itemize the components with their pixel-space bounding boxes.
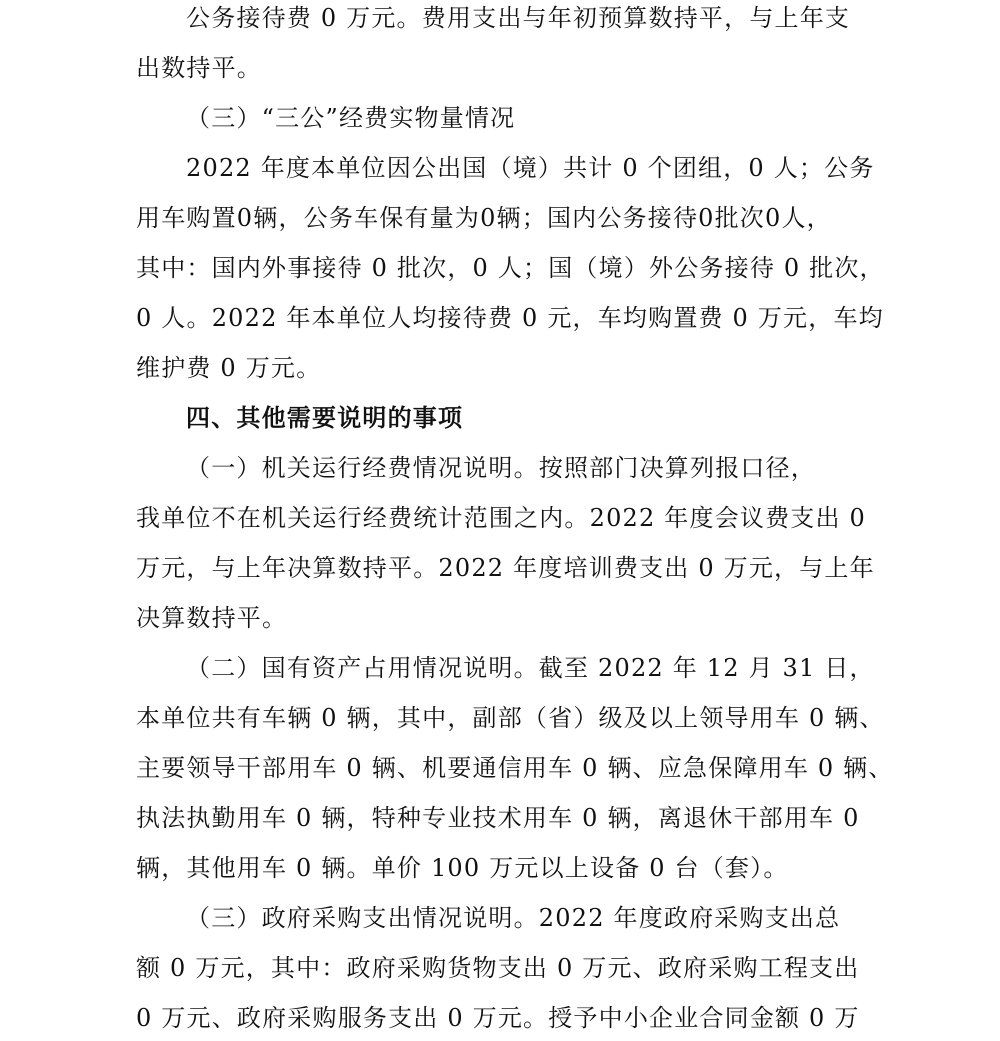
paragraph-line: 执法执勤用车 0 辆，特种专业技术用车 0 辆，离退休干部用车 0 (136, 804, 860, 832)
paragraph-line: （二）国有资产占用情况说明。截至 2022 年 12 月 31 日， (186, 654, 875, 682)
paragraph-line: 其中：国内外事接待 0 批次，0 人；国（境）外公务接待 0 批次， (136, 254, 885, 282)
paragraph-line: 出数持平。 (136, 54, 262, 82)
paragraph-line: 2022 年度本单位因公出国（境）共计 0 个团组，0 人；公务 (186, 154, 875, 182)
paragraph-line: 额 0 万元，其中：政府采购货物支出 0 万元、政府采购工程支出 (136, 954, 860, 982)
paragraph-line: （一）机关运行经费情况说明。按照部门决算列报口径， (186, 454, 816, 482)
paragraph-line: 辆，其他用车 0 辆。单价 100 万元以上设备 0 台（套）。 (136, 854, 789, 882)
paragraph-line: （三）政府采购支出情况说明。2022 年度政府采购支出总 (186, 904, 841, 932)
paragraph-line: 公务接待费 0 万元。费用支出与年初预算数持平，与上年支 (186, 4, 851, 32)
paragraph-line: 维护费 0 万元。 (136, 354, 322, 382)
paragraph-line: 本单位共有车辆 0 辆，其中，副部（省）级及以上领导用车 0 辆、 (136, 704, 885, 732)
paragraph-line: 0 万元、政府采购服务支出 0 万元。授予中小企业合同金额 0 万 (136, 1004, 860, 1032)
paragraph-line: 万元，与上年决算数持平。2022 年度培训费支出 0 万元，与上年 (136, 554, 875, 582)
paragraph-line: 用车购置0辆，公务车保有量为0辆；国内公务接待0批次0人， (136, 204, 832, 232)
paragraph-line: 0 人。2022 年本单位人均接待费 0 元，车均购置费 0 万元，车均 (136, 304, 884, 332)
paragraph-line: 主要领导干部用车 0 辆、机要通信用车 0 辆、应急保障用车 0 辆、 (136, 754, 894, 782)
paragraph-line: 我单位不在机关运行经费统计范围之内。2022 年度会议费支出 0 (136, 504, 867, 532)
paragraph-line: 决算数持平。 (136, 604, 288, 632)
section-heading: 四、其他需要说明的事项 (186, 403, 464, 432)
section-subheading: （三）“三公”经费实物量情况 (186, 104, 516, 132)
